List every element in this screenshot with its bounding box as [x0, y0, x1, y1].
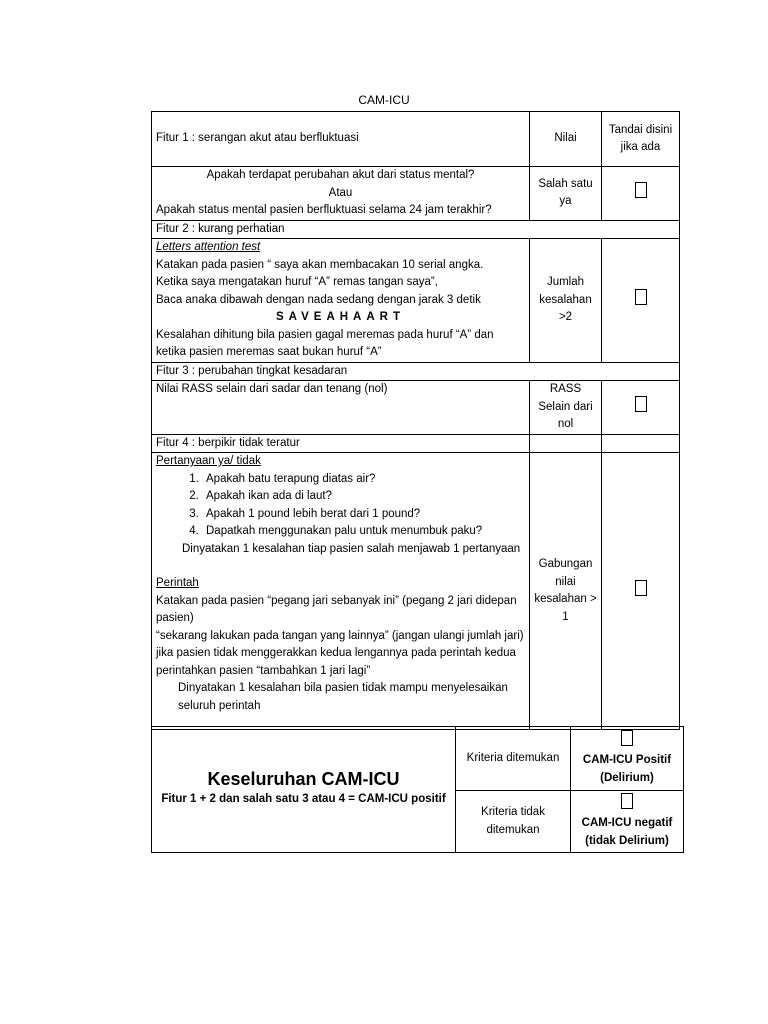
list-item: 4. Dapatkah menggunakan palu untuk menumbuk paku? [202, 523, 525, 541]
document-title: CAM-ICU [358, 93, 410, 107]
f2-line2: Ketika saya mengatakan huruf “A” remas tangan saya”, [156, 276, 438, 288]
checkbox-icon[interactable] [635, 182, 647, 198]
f1-line2: Atau [328, 186, 353, 199]
f3-text: Nilai RASS selain dari sadar dan tenang (nol) [152, 381, 530, 435]
f4-command-title: Perintah [156, 577, 199, 589]
overall-subtitle: Fitur 1 + 2 dan salah satu 3 atau 4 = CAM-ICU positif [161, 792, 446, 805]
nilai-header: Nilai [530, 112, 602, 167]
f4-question-title: Pertanyaan ya/ tidak [156, 455, 261, 467]
overall-table [151, 726, 684, 853]
f1-line3: Apakah status mental pasien berfluktuasi selama 24 jam terakhir? [156, 204, 492, 216]
f2-nilai: Jumlah kesalahan >2 [530, 239, 602, 363]
f1-checkbox-cell[interactable] [602, 167, 680, 221]
feature2-body [152, 239, 530, 363]
negative-label: CAM-ICU negatif (tidak Delirium) [581, 817, 673, 847]
f3-checkbox-cell[interactable] [602, 381, 680, 435]
positive-cell [571, 727, 684, 791]
positive-label: CAM-ICU Positif (Delirium) [582, 754, 672, 784]
list-item: 1. Apakah batu terapung diatas air? [202, 471, 525, 489]
f4-command1: Katakan pada pasien “pegang jari sebanyak ini” (pegang 2 jari didepan pasien) [156, 594, 517, 624]
f4-checkbox-cell[interactable] [602, 453, 680, 730]
overall-title: Keseluruhan CAM-ICU [207, 769, 400, 790]
f2-checkbox-cell[interactable] [602, 239, 680, 363]
checkbox-icon[interactable] [621, 793, 633, 809]
tandai-header: Tandai disini jika ada [602, 112, 680, 167]
f4-question-note: Dinyatakan 1 kesalahan tiap pasien salah menjawab 1 pertanyaan [182, 542, 521, 555]
f4-command2: “sekarang lakukan pada tangan yang lainnya” (jangan ulangi jumlah jari) jika pasien tidak menggerakkan kedua lengannya pada perintah kedua perintahkan pasien “tambahkan 1 jari lagi” [156, 629, 524, 677]
f2-test-title: Letters attention test [156, 241, 261, 253]
list-item: 3. Apakah 1 pound lebih berat dari 1 pound? [202, 506, 525, 524]
feature4-body [152, 453, 530, 730]
checkbox-icon[interactable] [635, 396, 647, 412]
f4-nilai: Gabungan nilai kesalahan > 1 [530, 453, 602, 730]
f4-command-note: Dinyatakan 1 kesalahan bila pasien tidak mampu menyelesaikan seluruh perintah [178, 682, 508, 712]
feature4-heading: Fitur 4 : berpikir tidak teratur [152, 434, 530, 453]
feature1-body [152, 167, 530, 221]
criteria-found: Kriteria ditemukan [456, 727, 571, 791]
overall-summary-cell [152, 727, 456, 853]
question-list [156, 471, 525, 541]
list-item: 2. Apakah ikan ada di laut? [202, 488, 525, 506]
feature1-heading: Fitur 1 : serangan akut atau berfluktuasi [152, 112, 530, 167]
f3-nilai: RASS Selain dari nol [530, 381, 602, 435]
f2-letters: SAVEAHAART [275, 311, 405, 323]
checkbox-icon[interactable] [635, 289, 647, 305]
f2-line1: Katakan pada pasien “ saya akan membacakan 10 serial angka. [156, 258, 484, 271]
cam-icu-table [151, 111, 680, 730]
feature2-heading: Fitur 2 : kurang perhatian [152, 220, 680, 239]
f1-nilai: Salah satu ya [530, 167, 602, 221]
negative-cell [571, 791, 684, 853]
f1-line1: Apakah terdapat perubahan akut dari status mental? [206, 169, 475, 181]
checkbox-icon[interactable] [621, 730, 633, 746]
checkbox-icon[interactable] [635, 580, 647, 596]
criteria-not-found: Kriteria tidak ditemukan [456, 791, 571, 853]
feature3-heading: Fitur 3 : perubahan tingkat kesadaran [152, 362, 680, 381]
f2-line3: Baca anaka dibawah dengan nada sedang dengan jarak 3 detik [156, 293, 481, 306]
f2-line4: Kesalahan dihitung bila pasien gagal meremas pada huruf “A” dan ketika pasien meremas saat bukan huruf “A” [156, 328, 494, 358]
